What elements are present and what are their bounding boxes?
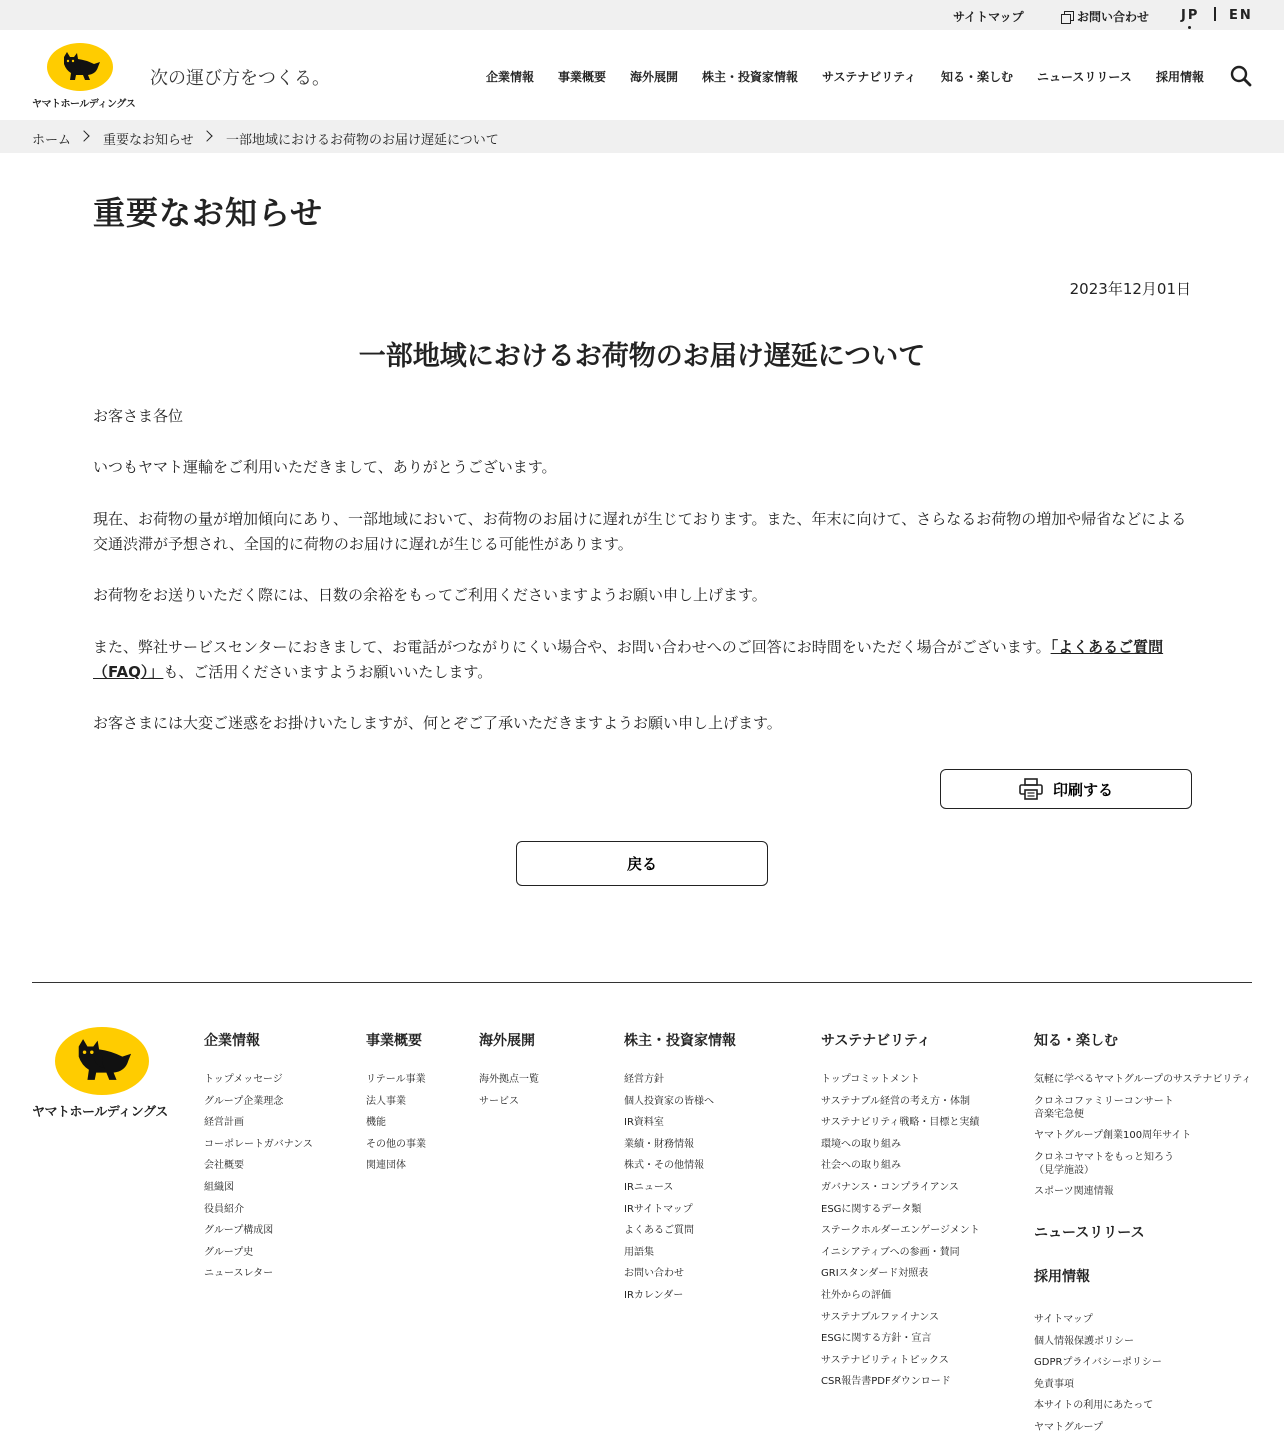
footer-link[interactable]: 個人投資家の皆様へ [624,1095,714,1107]
footer-link[interactable]: サステナブル経営の考え方・体制 [821,1095,970,1107]
footer-col-sustainability [821,1030,980,1397]
print-button-label: 印刷する [1052,781,1113,799]
footer-link-list [366,1073,426,1172]
footer-col-business [366,1030,426,1181]
nav-business[interactable]: 事業概要 [558,70,607,84]
footer-link[interactable]: リテール事業 [366,1074,426,1085]
footer-logo[interactable] [32,1027,177,1119]
footer-link[interactable]: 業績・財務情報 [624,1138,694,1150]
footer-link[interactable]: GDPRプライバシーポリシー [1034,1357,1162,1369]
footer-link-list [821,1073,980,1388]
paragraph-request: お荷物をお送りいただく際には、日数の余裕をもってご利用くださいますようお願い申し上げます。 [93,586,767,604]
footer-link[interactable]: 環境への取り組み [821,1138,901,1150]
printer-icon [1019,778,1043,800]
footer-col-overseas [479,1030,539,1116]
footer-link[interactable]: クロネコヤマトをもっと知ろう （見学施設） [1034,1151,1174,1176]
tagline: 次の運び方をつくる。 [150,68,330,89]
footer-link[interactable]: サステナビリティトピックス [821,1354,949,1366]
black-cat-icon [58,52,102,82]
footer-col-corporate [204,1030,313,1289]
footer-heading-news[interactable]: ニュースリリース [1034,1225,1145,1241]
breadcrumb [0,120,1284,153]
footer-link[interactable]: 社会への取り組み [821,1160,901,1172]
paragraph-delay-notice: 現在、お荷物の量が増加傾向にあり、一部地域において、お荷物のお届けに遅れが生じております。また、年末に向けて、さらなるお荷物の増加や帰省などによる交通渋滞が予想され、全国的に荷物のお届けに遅れが生じる可能性があります。 [93,510,1187,553]
footer-link[interactable]: その他の事業 [366,1138,426,1150]
paragraph-salutation: お客さま各位 [93,407,184,425]
footer-divider [32,982,1252,983]
footer-link[interactable]: 法人事業 [366,1095,406,1107]
service-center-text: また、弊社サービスセンターにおきまして、お電話がつながりにくい場合や、お問い合わせへのご回答にお時間をいただく場合がございます。 [93,638,1051,656]
footer-link[interactable]: スポーツ関連情報 [1034,1186,1114,1198]
paragraph-service-center [93,635,1191,685]
nav-corporate[interactable]: 企業情報 [486,70,535,84]
contact-link[interactable] [1061,8,1149,25]
footer-link[interactable]: 用語集 [624,1246,654,1258]
page-title: 重要なお知らせ [93,194,324,232]
publish-date: 2023年12月01日 [1069,280,1191,298]
service-center-text-after: も、ご活用くださいますようお願いいたします。 [163,663,493,681]
print-button[interactable] [940,769,1192,809]
footer-link[interactable]: 気軽に学べるヤマトグループのサステナビリティ [1034,1074,1252,1085]
footer-link[interactable]: サステナビリティ戦略・目標と実績 [821,1117,980,1129]
lang-divider [1214,7,1216,21]
nav-ir[interactable]: 株主・投資家情報 [702,70,799,84]
footer-link[interactable]: 組織図 [204,1181,234,1193]
footer-link[interactable]: GRIスタンダード対照表 [821,1268,929,1280]
sitemap-link[interactable]: サイトマップ [953,10,1024,24]
footer-link-list [624,1073,736,1302]
footer-link[interactable]: 本サイトの利用にあたって [1034,1400,1154,1412]
black-cat-icon [70,1039,134,1083]
paragraph-apology: お客さまには大変ご迷惑をお掛けいたしますが、何とぞご了承いただきますようお願い申し上げます。 [93,714,782,732]
footer-link-list [479,1073,539,1108]
breadcrumb-home[interactable]: ホーム [32,133,72,148]
faq-link[interactable]: 「よくあるご質問（FAQ）」 [93,638,1164,681]
footer-heading[interactable]: サステナビリティ [821,1033,931,1049]
footer-link[interactable]: CSR報告書PDFダウンロード [821,1376,951,1388]
footer-link[interactable]: サステナブルファイナンス [821,1311,939,1323]
footer-heading-recruit[interactable]: 採用情報 [1034,1269,1090,1285]
footer-heading[interactable]: 企業情報 [204,1033,260,1049]
footer-link[interactable]: サイトマップ [1034,1314,1093,1325]
breadcrumb-current: 一部地域におけるお荷物のお届け遅延について [226,133,499,148]
footer-heading[interactable]: 事業概要 [366,1033,422,1049]
footer-link[interactable]: 社外からの評価 [821,1289,891,1301]
footer-link[interactable]: コーポレートガバナンス [204,1138,313,1150]
nav-sustainability[interactable]: サステナビリティ [822,70,917,84]
footer-link[interactable]: イニシアティブへの参画・賛同 [821,1246,960,1258]
footer-link[interactable]: お問い合わせ [624,1268,684,1280]
chevron-right-icon [78,130,89,141]
nav-news[interactable]: ニュースリリース [1037,70,1132,84]
search-icon[interactable] [1230,65,1252,87]
footer-link[interactable]: IRサイトマップ [624,1203,693,1215]
lang-jp-link[interactable]: JP [1181,8,1200,23]
footer-link[interactable]: 経営方針 [624,1074,664,1085]
back-button[interactable] [516,841,768,886]
footer-link[interactable]: グループ企業理念 [204,1095,284,1107]
footer-link[interactable]: よくあるご質問 [624,1225,694,1237]
footer-link[interactable]: クロネコファミリーコンサート 音楽宅急便 [1034,1095,1174,1120]
footer-link[interactable]: ニュースレター [204,1268,274,1280]
footer-link[interactable]: 株式・その他情報 [624,1160,704,1172]
footer-heading[interactable]: 株主・投資家情報 [624,1033,736,1049]
footer-link[interactable]: ガバナンス・コンプライアンス [821,1181,959,1193]
footer-link[interactable]: 会社概要 [204,1160,244,1172]
footer-link-list [1034,1073,1264,1198]
footer-link[interactable]: ESGに関するデータ類 [821,1203,922,1215]
breadcrumb-notices[interactable]: 重要なお知らせ [103,133,194,148]
footer-link[interactable]: IRニュース [624,1181,674,1193]
footer-link[interactable]: IRカレンダー [624,1289,684,1301]
paragraph-greeting: いつもヤマト運輸をご利用いただきまして、ありがとうございます。 [93,458,557,476]
footer-link[interactable]: グループ史 [204,1246,254,1258]
footer-link[interactable]: ステークホルダーエンゲージメント [821,1225,980,1237]
footer-brand-text: ヤマトホールディングス [32,1105,168,1120]
footer-link[interactable]: サービス [479,1095,519,1107]
footer-link[interactable]: ESGに関する方針・宣言 [821,1333,932,1345]
footer-link[interactable]: 関連団体 [366,1160,406,1172]
window-icon [1061,11,1073,23]
footer-policy-list [1034,1313,1162,1434]
chevron-right-icon [201,130,212,141]
footer-col-enjoy [1034,1030,1264,1433]
footer-heading[interactable]: 海外展開 [479,1033,535,1049]
nav-enjoy[interactable]: 知る・楽しむ [941,70,1014,84]
lang-en-link[interactable]: EN [1229,8,1253,23]
article-title: 一部地域におけるお荷物のお届け遅延について [358,341,926,372]
footer-link[interactable]: 経営計画 [204,1117,244,1129]
footer-link[interactable]: 機能 [366,1117,386,1129]
footer-link[interactable]: グループ構成図 [204,1225,274,1237]
back-button-label: 戻る [626,856,657,873]
nav-overseas[interactable]: 海外展開 [630,70,679,84]
utility-bar [0,0,1284,30]
nav-recruit[interactable]: 採用情報 [1156,70,1205,84]
footer-link[interactable]: トップコミットメント [821,1074,920,1085]
footer-link[interactable]: 役員紹介 [204,1203,244,1215]
footer-col-ir [624,1030,736,1311]
footer-link[interactable]: 免責事項 [1034,1378,1074,1390]
footer-link[interactable]: 個人情報保護ポリシー [1034,1335,1134,1347]
site-logo[interactable] [32,43,136,110]
logo-brand-text: ヤマトホールディングス [32,99,136,110]
footer-link-list [204,1073,313,1280]
footer-link[interactable]: IR資料室 [624,1117,664,1129]
footer-heading[interactable]: 知る・楽しむ [1034,1033,1118,1049]
footer-link[interactable]: トップメッセージ [204,1074,283,1085]
footer-link[interactable]: 海外拠点一覧 [479,1074,539,1085]
site-header [0,30,1284,120]
footer-link[interactable]: ヤマトグループ創業100周年サイト [1034,1130,1192,1142]
footer-link[interactable]: ヤマトグループ [1034,1421,1103,1433]
contact-link-label: お問い合わせ [1077,10,1150,24]
